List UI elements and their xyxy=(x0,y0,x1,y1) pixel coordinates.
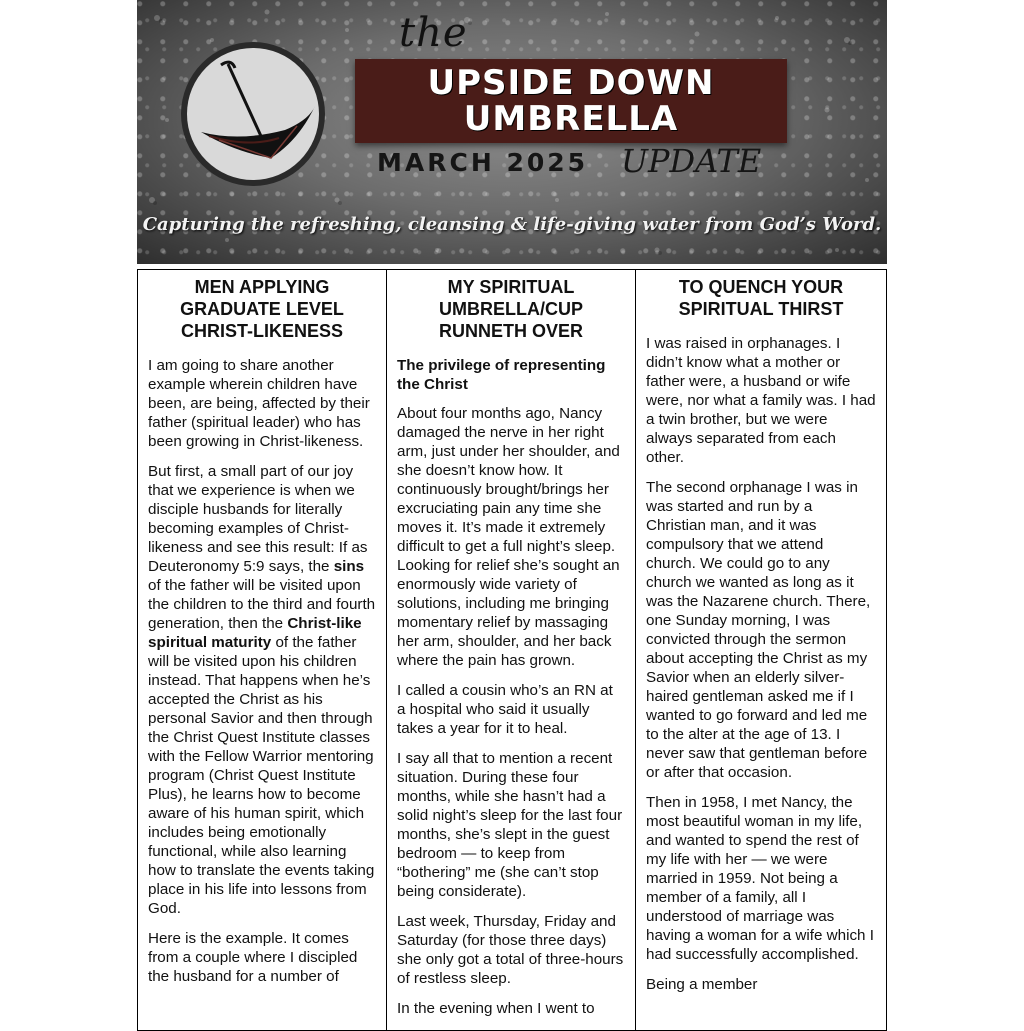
paragraph: Being a member xyxy=(646,976,758,993)
subheading: The privilege of representing the Christ xyxy=(397,357,606,393)
paragraph: The second orphanage I was in was started and run by a Christian man, and it was compulsory that we attend church. We could go to any church we wanted as long as it was the Nazarene church. There, one Sunday morning, I was convicted through the sermon about accepting the Christ as my Savior when an elderly silver-haired gentleman asked me if I wanted to go forward and led me to the alter at the age of 13. I never saw that gentleman before or after that occasion. xyxy=(646,479,871,781)
paragraph: But first, a small part of our joy that we experience is when we disciple husbands for literally becoming examples of Christ-likeness and see this result: If as Deuteronomy 5:9 says, the sins of the father will be visited upon the children to the third and fourth generation, then the Christ-like spiritual maturity of the father will be visited upon his children instead. That happens when he’s accepted the Christ as his personal Savior and then through the Christ Quest Institute classes with the Fellow Warrior mentoring program (Christ Quest Institute Plus), he learns how to become aware of his human spirit, which includes being emotionally functional, while also learning how to translate the events taking place in his life into lessons from God. xyxy=(148,463,376,917)
tagline: Capturing the refreshing, cleansing & life-giving water from God’s Word. xyxy=(142,214,882,235)
bold-text: sins xyxy=(333,558,365,575)
paragraph: In the evening when I went to xyxy=(397,1000,595,1017)
banner-the: the xyxy=(399,10,468,56)
column-heading: TO QUENCH YOUR SPIRITUAL THIRST xyxy=(678,277,844,319)
title-line-2: UMBRELLA xyxy=(463,99,679,139)
column-heading: MY SPIRITUAL UMBRELLA/CUP RUNNETH OVER xyxy=(438,277,583,341)
paragraph: Then in 1958, I met Nancy, the most beautiful woman in my life, and wanted to spend the rest of my life with her — we were married in 1959. Not being a member of a family, all I understood of marriage was having a woman for a wife which I had successfully accomplished. xyxy=(646,794,874,963)
bold-text: Christ-like spiritual maturity xyxy=(148,615,362,651)
paragraph: I called a cousin who’s an RN at a hospital who said it usually takes a year for it to heal. xyxy=(397,682,613,737)
title-line-1: UPSIDE DOWN xyxy=(427,63,715,103)
header-banner xyxy=(137,0,887,264)
paragraph: Here is the example. It comes from a couple where I discipled the husband for a number of xyxy=(148,930,358,985)
paragraph: I say all that to mention a recent situation. During these four months, while she hasn’t had a solid night’s sleep for the last four months, she’s slept in the guest bedroom — to keep from “bothering” me (she can’t stop being considerate). xyxy=(397,750,623,900)
newsletter-title xyxy=(355,59,787,143)
paragraph: Last week, Thursday, Friday and Saturday (for those three days) she only got a total of three-hours of restless sleep. xyxy=(397,913,624,987)
column-spiritual-umbrella xyxy=(387,270,636,1030)
column-heading: MEN APPLYING GRADUATE LEVEL CHRIST-LIKENESS xyxy=(180,277,344,341)
paragraph: I was raised in orphanages. I didn’t know what a mother or father were, a husband or wife were, nor what a family was. I had a twin brother, but we were always separated from each other. xyxy=(646,335,876,466)
paragraph: I am going to share another example wherein children have been, are being, affected by their father (spiritual leader) who has been growing in Christ-likeness. xyxy=(148,357,370,450)
update-label: UPDATE xyxy=(621,142,762,180)
column-men-applying xyxy=(138,270,387,1030)
article-columns xyxy=(137,269,887,1031)
issue-date: MARCH 2025 xyxy=(377,148,589,177)
umbrella-logo-icon xyxy=(179,40,327,188)
paragraph: About four months ago, Nancy damaged the nerve in her right arm, just under her shoulder, and she doesn’t know how. It continuously brought/brings her excruciating pain any time she moves it. It’s made it extremely difficult to get a full night’s sleep. Looking for relief she’s sought an enormously wide variety of solutions, including me bringing momentary relief by massaging her arm, shoulder, and her back where the pain has grown. xyxy=(397,405,620,669)
column-quench-thirst xyxy=(636,270,886,1030)
